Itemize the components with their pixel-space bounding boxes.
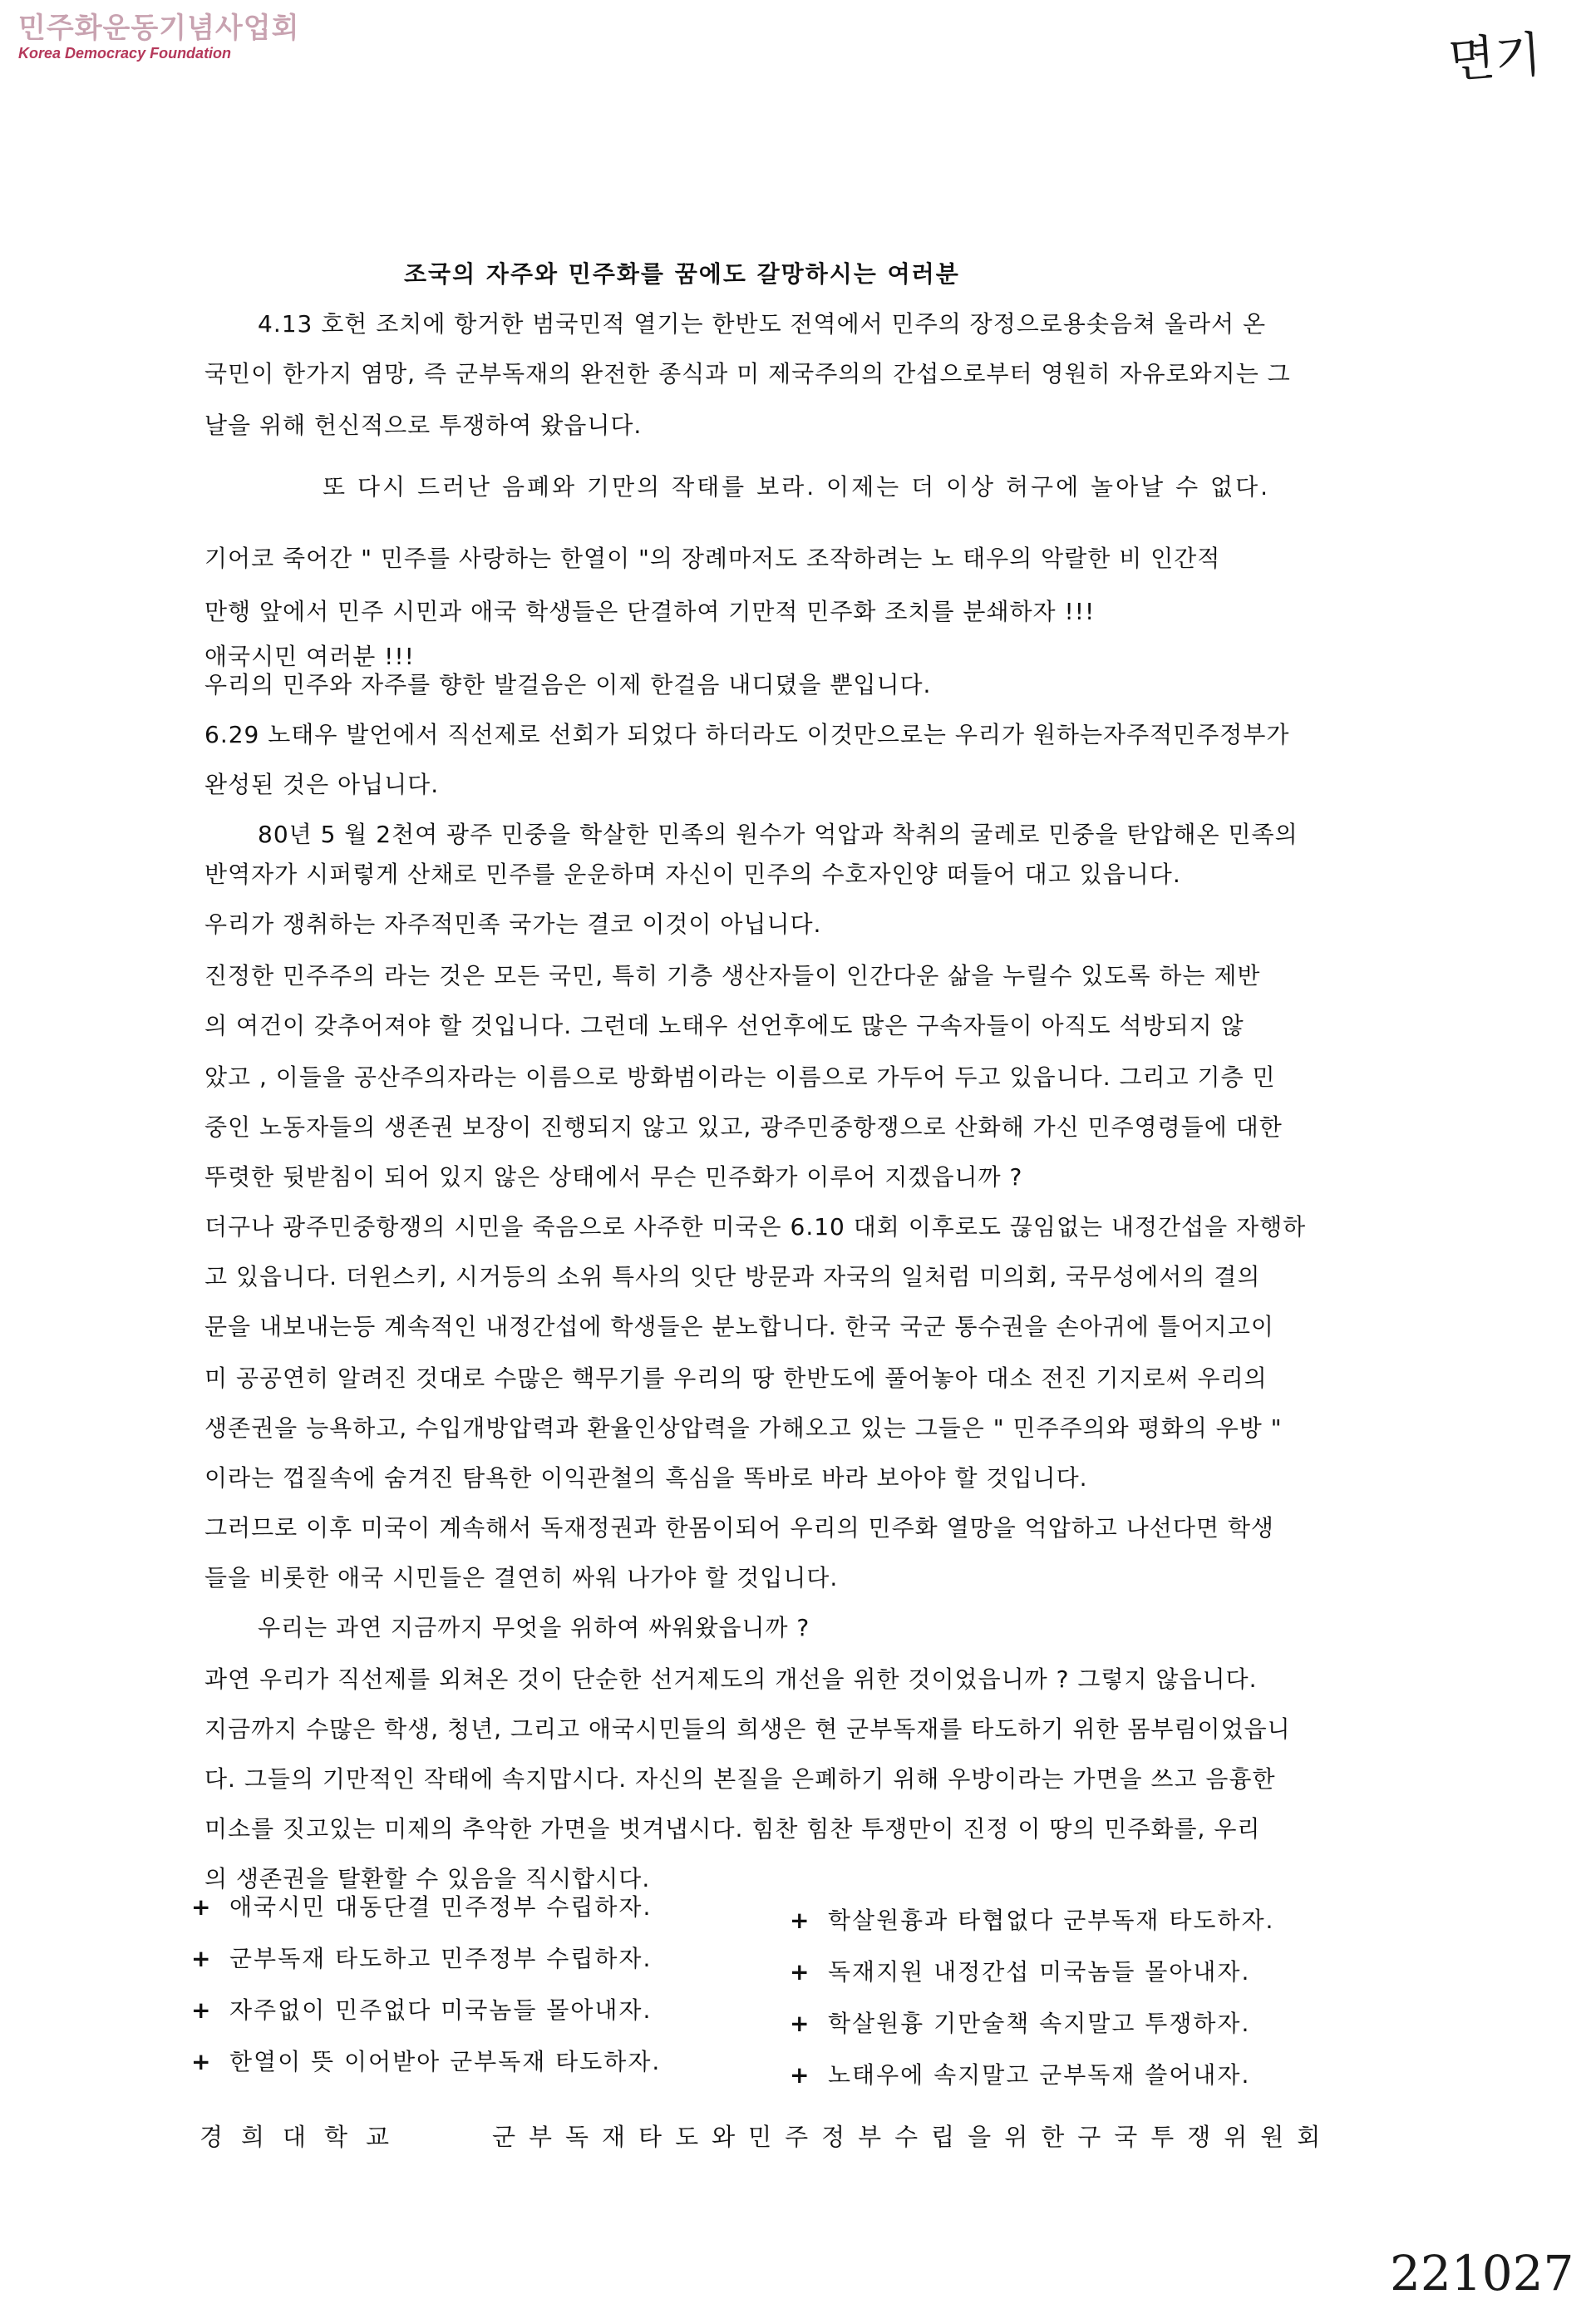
body-line: 우리는 과연 지금까지 무엇을 위하여 싸워왔읍니까 ?: [258, 1614, 810, 1641]
body-line: 기어코 죽어간 " 민주를 사랑하는 한열이 "의 장례마저도 조작하려는 노 태우의 악랄한 비 인간적: [204, 545, 1221, 572]
handwritten-note-top: 면기: [1446, 26, 1544, 89]
body-line: 중인 노동자들의 생존권 보장이 진행되지 않고 있고, 광주민중항쟁으로 산화해 가신 민주영령들에 대한: [204, 1113, 1283, 1141]
slogan-item: [191, 1944, 661, 1996]
body-line: 고 있읍니다. 더윈스키, 시거등의 소위 특사의 잇단 방문과 자국의 일처럼 미의회, 국무성에서의 결의: [204, 1263, 1261, 1290]
body-line: 6.29 노태우 발언에서 직선제로 선회가 되었다 하더라도 이것만으로는 우리가 원하는자주적민주정부가: [204, 721, 1290, 748]
logo-english: Korea Democracy Foundation: [18, 45, 232, 62]
body-line: 우리가 쟁취하는 자주적민족 국가는 결코 이것이 아닙니다.: [204, 910, 822, 938]
issuer-university: 경희대학교: [200, 2123, 408, 2151]
plus-bullet: +: [790, 1958, 811, 1986]
body-line: 미 공공연히 알려진 것대로 수많은 핵무기를 우리의 땅 한반도에 풀어놓아 대소 전진 기지로써 우리의: [204, 1364, 1268, 1392]
slogan-text: 자주없이 민주없다 미국놈들 몰아내자.: [229, 1996, 653, 2024]
handwritten-number-bottom: 221027: [1390, 2245, 1574, 2302]
body-line: 다. 그들의 기만적인 작태에 속지맙시다. 자신의 본질을 은폐하기 위해 우방이라는 가면을 쓰고 음흉한: [204, 1765, 1276, 1793]
slogan-item: [191, 1892, 661, 1944]
slogan-text: 한열이 뜻 이어받아 군부독재 타도하자.: [229, 2048, 662, 2075]
logo-korean: 민주화운동기념사업회: [18, 12, 300, 45]
slogan-item: [790, 2009, 1274, 2060]
plus-bullet: +: [191, 1996, 213, 2024]
body-line: 뚜렷한 뒷받침이 되어 있지 않은 상태에서 무슨 민주화가 이루어 지겠읍니까 ?: [204, 1163, 1023, 1191]
body-line: 았고 , 이들을 공산주의자라는 이름으로 방화범이라는 이름으로 가두어 두고 있읍니다. 그리고 기층 민: [204, 1063, 1276, 1091]
body-line: 미소를 짓고있는 미제의 추악한 가면을 벗겨냅시다. 힘찬 힘찬 투쟁만이 진정 이 땅의 민주화를, 우리: [204, 1815, 1261, 1843]
slogan-column-left: [191, 1892, 661, 2099]
section-heading: 또 다시 드러난 음폐와 기만의 작태를 보라. 이제는 더 이상 허구에 놀아날 수 없다.: [323, 473, 1271, 501]
slogan-text: 학살원흉과 타협없다 군부독재 타도하자.: [828, 1907, 1275, 1934]
body-line: 완성된 것은 아닙니다.: [204, 771, 440, 798]
plus-bullet: +: [790, 2010, 811, 2037]
body-line: 생존권을 능욕하고, 수입개방압력과 환율인상압력을 가해오고 있는 그들은 " 민주주의와 평화의 우방 ": [204, 1414, 1283, 1442]
body-line: 만행 앞에서 민주 시민과 애국 학생들은 단결하여 기만적 민주화 조치를 분쇄하자 !!!: [204, 598, 1096, 625]
paragraph-line: 날을 위해 헌신적으로 투쟁하여 왔읍니다.: [204, 412, 643, 439]
plus-bullet: +: [191, 2048, 213, 2075]
body-line: 반역자가 시퍼렇게 산채로 민주를 운운하며 자신이 민주의 수호자인양 떠들어 대고 있읍니다.: [204, 861, 1181, 888]
slogan-item: [191, 1996, 661, 2047]
plus-bullet: +: [191, 1945, 213, 1972]
plus-bullet: +: [191, 1893, 213, 1921]
paragraph-line: 4.13 호헌 조치에 항거한 범국민적 열기는 한반도 전역에서 민주의 장정으로용솟음쳐 올라서 온: [258, 310, 1267, 338]
paragraph-line: 국민이 한가지 염망, 즉 군부독재의 완전한 종식과 미 제국주의의 간섭으로부터 영원히 자유로와지는 그: [204, 360, 1291, 387]
body-line: 그러므로 이후 미국이 계속해서 독재정권과 한몸이되어 우리의 민주화 열망을 억압하고 나선다면 학생: [204, 1514, 1274, 1542]
slogan-text: 노태우에 속지말고 군부독재 쓸어내자.: [828, 2061, 1251, 2089]
body-line: 진정한 민주주의 라는 것은 모든 국민, 특히 기층 생산자들이 인간다운 삶을 누릴수 있도록 하는 제반: [204, 962, 1261, 989]
slogan-text: 군부독재 타도하고 민주정부 수립하자.: [229, 1945, 653, 1972]
slogan-text: 독재지원 내정간섭 미국놈들 몰아내자.: [828, 1958, 1251, 1986]
body-line: 의 생존권을 탈환할 수 있음을 직시합시다.: [204, 1865, 651, 1892]
body-line: 과연 우리가 직선제를 외쳐온 것이 단순한 선거제도의 개선을 위한 것이었읍니까 ? 그렇지 않읍니다.: [204, 1665, 1258, 1693]
slogan-item: [790, 2060, 1274, 2112]
foundation-logo: [18, 12, 301, 62]
document-title: 조국의 자주와 민주화를 꿈에도 갈망하시는 여러분: [404, 260, 960, 288]
body-line: 80년 5 월 2천여 광주 민중을 학살한 민족의 원수가 억압과 착취의 굴레로 민중을 탄압해온 민족의: [258, 821, 1298, 848]
slogan-text: 학살원흉 기만술책 속지말고 투쟁하자.: [828, 2010, 1251, 2037]
slogan-item: [790, 1906, 1274, 1957]
plus-bullet: +: [790, 2061, 811, 2089]
body-line: 우리의 민주와 자주를 향한 발걸음은 이제 한걸음 내디뎠을 뿐입니다.: [204, 671, 932, 698]
body-line: 이라는 껍질속에 숨겨진 탐욕한 이익관철의 흑심을 똑바로 바라 보아야 할 것입니다.: [204, 1464, 1088, 1492]
body-line: 애국시민 여러분 !!!: [204, 643, 415, 670]
body-line: 지금까지 수많은 학생, 청년, 그리고 애국시민들의 희생은 현 군부독재를 타도하기 위한 몸부림이었읍니: [204, 1715, 1291, 1743]
body-line: 들을 비롯한 애국 시민들은 결연히 싸워 나가야 할 것입니다.: [204, 1564, 839, 1591]
issuer-committee: 군부독재타도와민주정부수립을위한구국투쟁위원회: [492, 2123, 1334, 2151]
slogan-column-right: [790, 1906, 1274, 2112]
body-line: 문을 내보내는등 계속적인 내정간섭에 학생들은 분노합니다. 한국 국군 통수권을 손아귀에 틀어지고이: [204, 1313, 1274, 1340]
slogan-item: [191, 2047, 661, 2099]
body-line: 의 여건이 갖추어져야 할 것입니다. 그런데 노태우 선언후에도 많은 구속자들이 아직도 석방되지 않: [204, 1012, 1244, 1039]
slogan-item: [790, 1957, 1274, 2009]
plus-bullet: +: [790, 1907, 811, 1934]
slogan-text: 애국시민 대동단결 민주정부 수립하자.: [229, 1893, 653, 1921]
body-line: 더구나 광주민중항쟁의 시민을 죽음으로 사주한 미국은 6.10 대회 이후로도 끊임없는 내정간섭을 자행하: [204, 1213, 1307, 1241]
